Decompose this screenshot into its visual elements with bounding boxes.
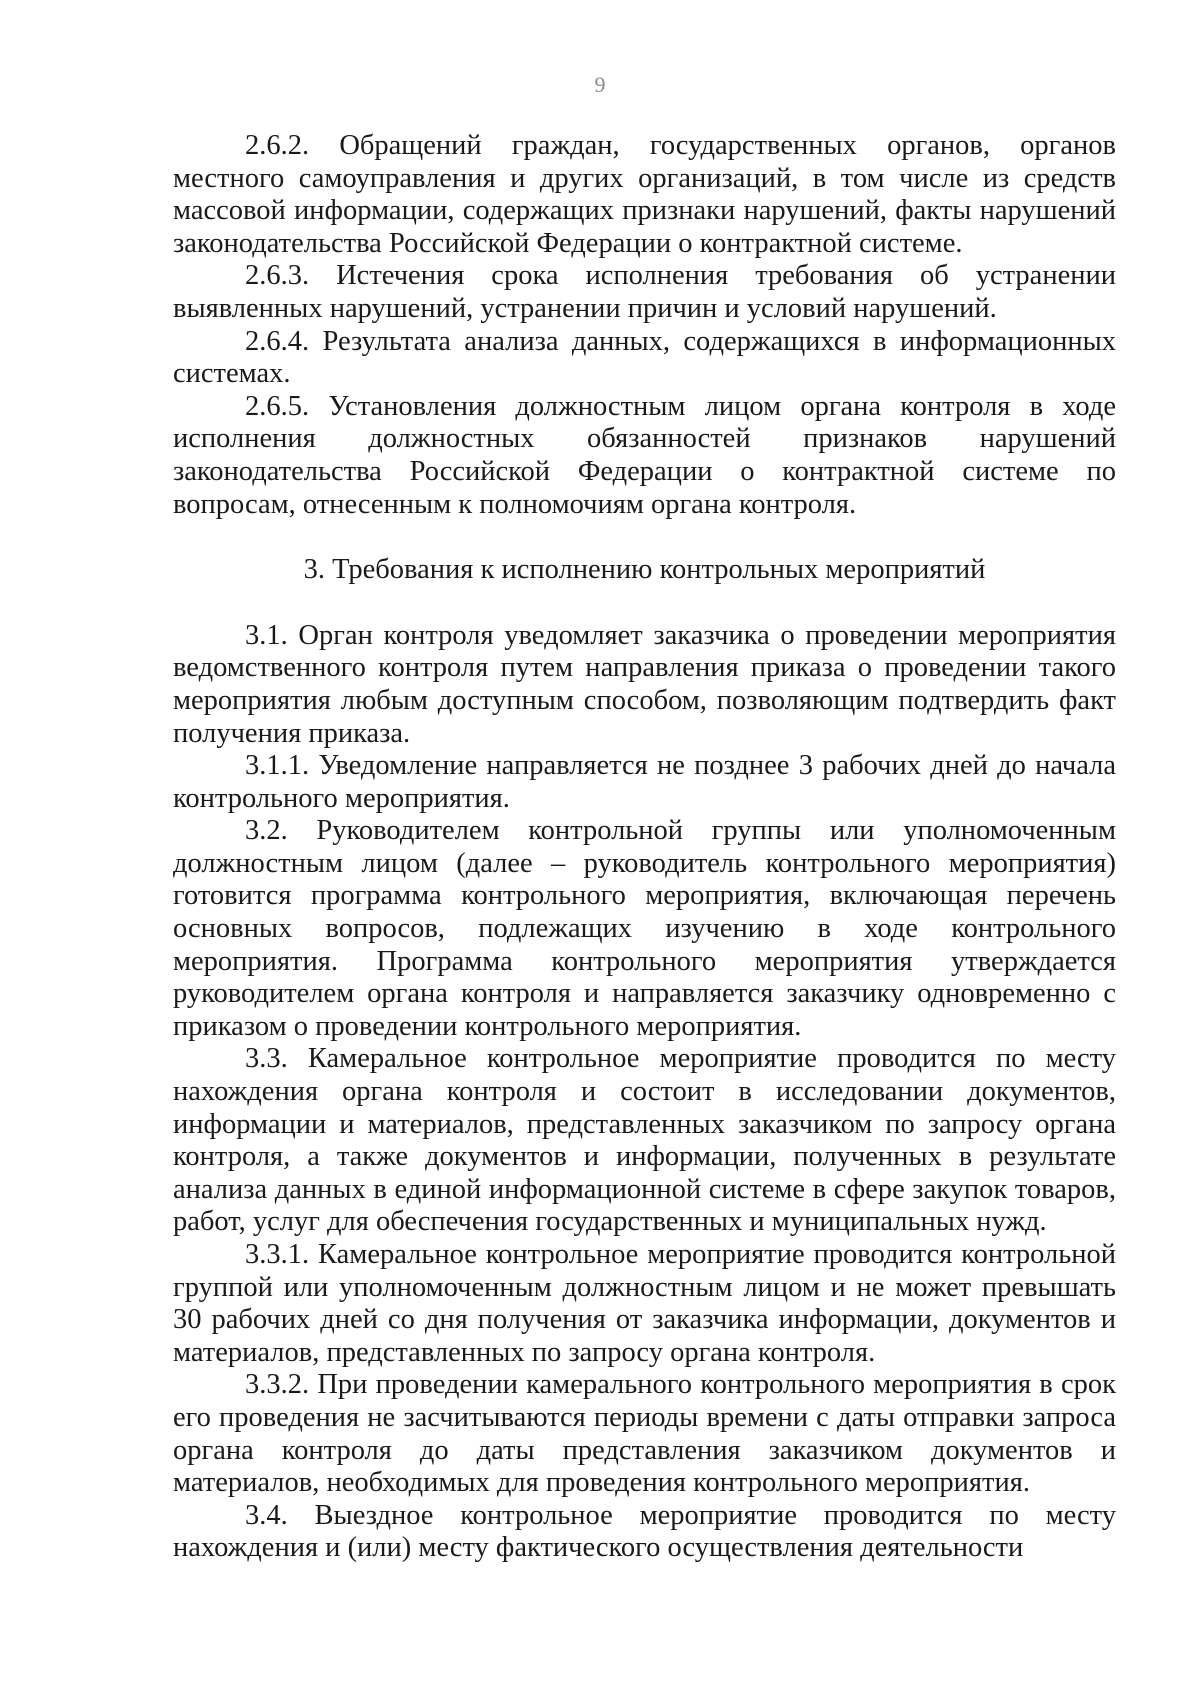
document-body <box>173 130 1116 1565</box>
paragraph-3-4: 3.4. Выездное контрольное мероприятие проводится по месту нахождения и (или) месту фактического осуществления деятельности <box>173 1499 1116 1564</box>
paragraph-3-3-1: 3.3.1. Камеральное контрольное мероприятие проводится контрольной группой или уполномоченным должностным лицом и не может превышать 30 рабочих дней со дня получения от заказчика информации, документов и материалов, представленных по запросу органа контроля. <box>173 1239 1116 1368</box>
paragraph-3-2: 3.2. Руководителем контрольной группы или уполномоченным должностным лицом (далее – руководитель контрольного мероприятия) готовится программа контрольного мероприятия, включающая перечень основных вопросов, подлежащих изучению в ходе контрольного мероприятия. Программа контрольного мероприятия утверждается руководителем органа контроля и направляется заказчику одновременно с приказом о проведении контрольного мероприятия. <box>173 815 1116 1042</box>
paragraph-3-3-2: 3.3.2. При проведении камерального контрольного мероприятия в срок его проведения не засчитываются периоды времени с даты отправки запроса органа контроля до даты представления заказчиком документов и материалов, необходимых для проведения контрольного мероприятия. <box>173 1369 1116 1499</box>
paragraph-3-3: 3.3. Камеральное контрольное мероприятие проводится по месту нахождения органа контроля и состоит в исследовании документов, информации и материалов, представленных заказчиком по запросу органа контроля, а также документов и информации, полученных в результате анализа данных в единой информационной системе в сфере закупок товаров, работ, услуг для обеспечения государственных и муниципальных нужд. <box>173 1043 1116 1238</box>
paragraph-3-1-1: 3.1.1. Уведомление направляется не позднее 3 рабочих дней до начала контрольного мероприятия. <box>173 750 1116 814</box>
paragraph-2-6-5: 2.6.5. Установления должностным лицом органа контроля в ходе исполнения должностных обязанностей признаков нарушений законодательства Российской Федерации о контрактной системе по вопросам, отнесенным к полномочиям органа контроля. <box>173 390 1116 520</box>
paragraph-2-6-3: 2.6.3. Истечения срока исполнения требования об устранении выявленных нарушений, устранении причин и условий нарушений. <box>173 260 1116 324</box>
paragraph-2-6-4: 2.6.4. Результата анализа данных, содержащихся в информационных системах. <box>173 325 1116 390</box>
paragraph-3-1: 3.1. Орган контроля уведомляет заказчика о проведении мероприятия ведомственного контроля путем направления приказа о проведении такого мероприятия любым доступным способом, позволяющим подтвердить факт получения приказа. <box>173 619 1116 749</box>
section-heading: 3. Требования к исполнению контрольных мероприятий <box>303 554 986 586</box>
paragraph-2-6-2: 2.6.2. Обращений граждан, государственных органов, органов местного самоуправления и других организаций, в том числе из средств массовой информации, содержащих признаки нарушений, факты нарушений законодательства Российской Федерации о контрактной системе. <box>173 130 1116 259</box>
page-number: 9 <box>594 72 606 97</box>
